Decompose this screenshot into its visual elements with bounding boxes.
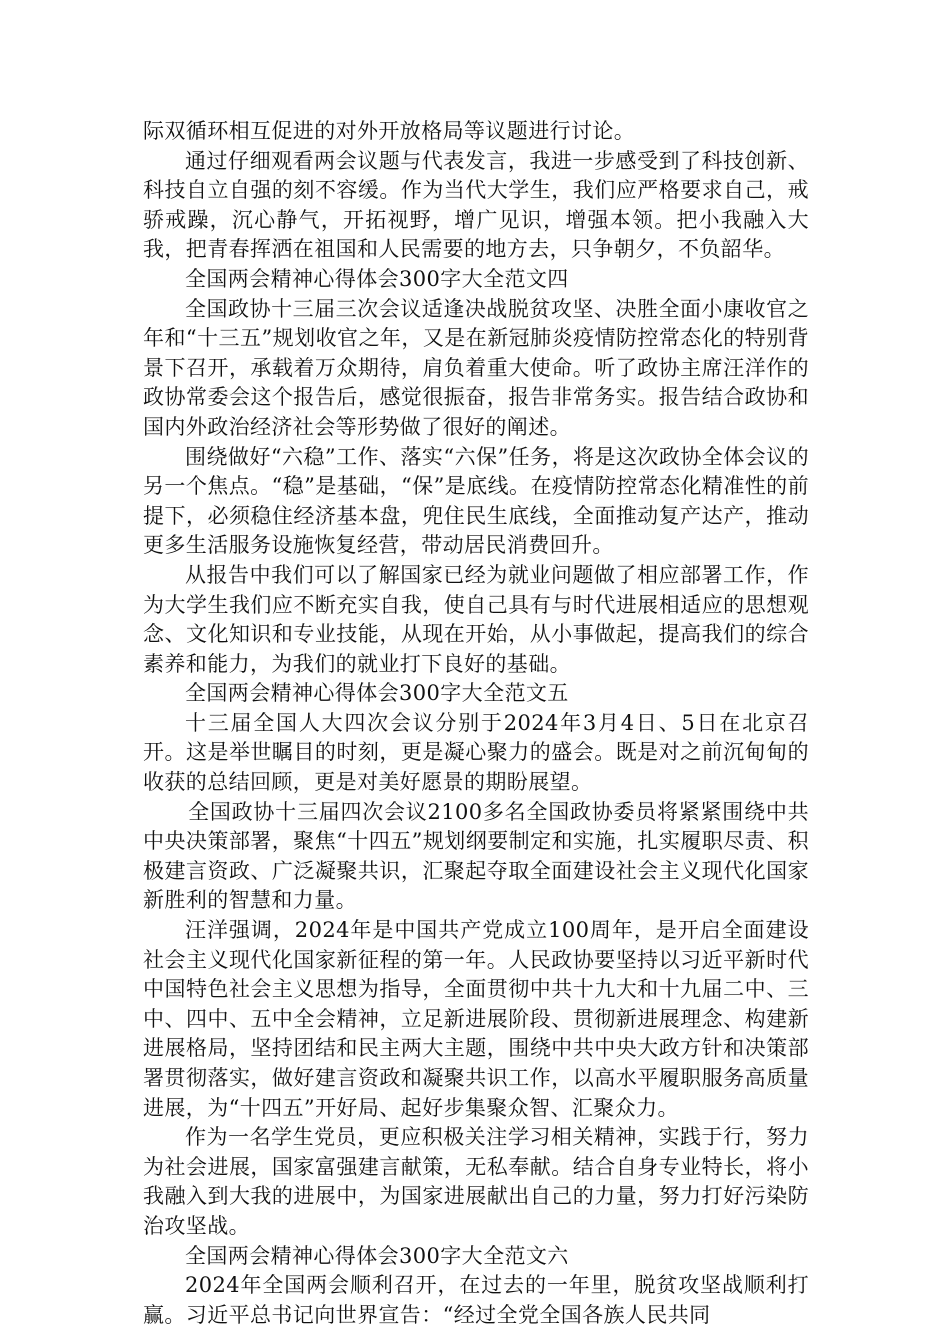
paragraph: 全国政协十三届三次会议适逢决战脱贫攻坚、决胜全面小康收官之年和“十三五”规划收官之年，又是在新冠肺炎疫情防控常态化的特别背景下召开，承载着万众期待，肩负着重大使命。听了政协主席汪洋作的政协常委会这个报告后，感觉很振奋，报告非常务实。报告结合政协和国内外政治经济社会等形势做了很好的阐述。 [143, 296, 809, 439]
section-heading: 全国两会精神心得体会300字大全范文四 [185, 266, 569, 291]
paragraph: 通过仔细观看两会议题与代表发言，我进一步感受到了科技创新、科技自立自强的刻不容缓。作为当代大学生，我们应严格要求自己，戒骄戒躁，沉心静气，开拓视野，增广见识，增强本领。把小我融入大我，把青春挥洒在祖国和人民需要的地方去，只争朝夕，不负韶华。 [143, 148, 809, 262]
paragraph: 从报告中我们可以了解国家已经为就业问题做了相应部署工作，作为大学生我们应不断充实自我，使自己具有与时代进展相适应的思想观念、文化知识和专业技能，从现在开始，从小事做起，提高我们的综合素养和能力，为我们的就业打下良好的基础。 [143, 562, 809, 676]
paragraph: 2024年全国两会顺利召开，在过去的一年里，脱贫攻坚战顺利打赢。习近平总书记向世界宣告：“经过全党全国各族人民共同 [143, 1273, 809, 1327]
section-heading: 全国两会精神心得体会300字大全范文五 [185, 681, 569, 706]
paragraph: 汪洋强调，2024年是中国共产党成立100周年，是开启全面建设社会主义现代化国家新征程的第一年。人民政协要坚持以习近平新时代中国特色社会主义思想为指导，全面贯彻中共十九大和十九届二中、三中、四中、五中全会精神，立足新进展阶段、贯彻新进展理念、构建新进展格局，坚持团结和民主两大主题，围绕中共中央大政方针和决策部署贯彻落实，做好建言资政和凝聚共识工作，以高水平履职服务高质量进展，为“十四五”开好局、起好步集聚众智、汇聚众力。 [143, 918, 809, 1120]
paragraph-continuation: 际双循环相互促进的对外开放格局等议题进行讨论。 [143, 119, 636, 143]
paragraph: 全国政协十三届四次会议2100多名全国政协委员将紧紧围绕中共中央决策部署，聚焦“十四五”规划纲要制定和实施，扎实履职尽责、积极建言资政、广泛凝聚共识，汇聚起夺取全面建设社会主义现代化国家新胜利的智慧和力量。 [143, 799, 809, 913]
document-body [143, 117, 809, 1330]
paragraph: 围绕做好“六稳”工作、落实“六保”任务，将是这次政协全体会议的另一个焦点。“稳”是基础，“保”是底线。在疫情防控常态化精准性的前提下，必须稳住经济基本盘，兜住民生底线，全面推动复产达产，推动更多生活服务设施恢复经营，带动居民消费回升。 [143, 444, 809, 558]
section-heading: 全国两会精神心得体会300字大全范文六 [185, 1243, 569, 1268]
paragraph: 十三届全国人大四次会议分别于2024年3月4日、5日在北京召开。这是举世瞩目的时刻，更是凝心聚力的盛会。既是对之前沉甸甸的收获的总结回顾，更是对美好愿景的期盼展望。 [143, 710, 809, 795]
paragraph: 作为一名学生党员，更应积极关注学习相关精神，实践于行，努力为社会进展，国家富强建言献策，无私奉献。结合自身专业特长，将小我融入到大我的进展中，为国家进展献出自己的力量，努力打好污染防治攻坚战。 [143, 1125, 809, 1238]
